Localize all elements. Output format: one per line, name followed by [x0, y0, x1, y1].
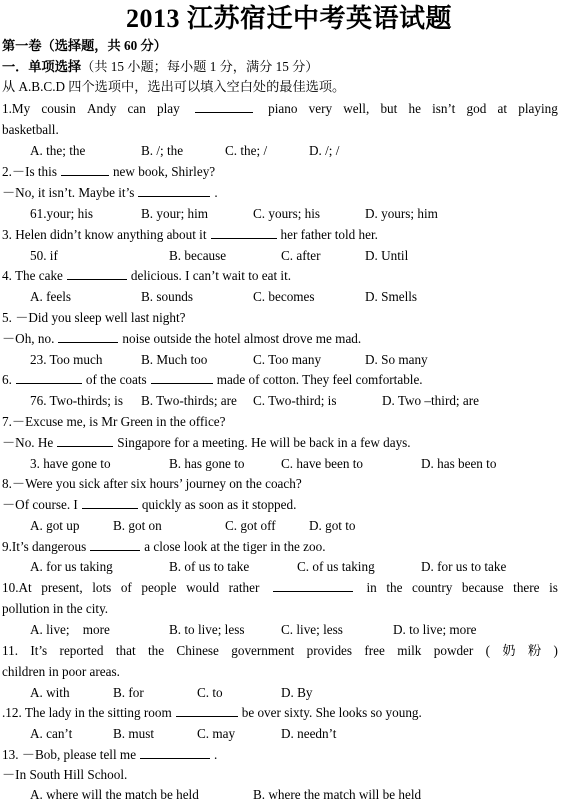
- q2-line2: [2, 185, 558, 201]
- word: god: [466, 101, 487, 116]
- word: but: [380, 101, 398, 116]
- option-c: C. have been to: [281, 456, 364, 471]
- q12-text: be over sixty. She looks so young.: [241, 705, 422, 720]
- q6-text: of the coats: [85, 372, 147, 387]
- word: lots: [92, 580, 112, 595]
- q2-text: new book, Shirley?: [112, 164, 216, 179]
- word: is: [549, 580, 558, 595]
- option-a: A. the; the: [30, 143, 86, 158]
- option-a: 23. Too much: [30, 352, 103, 367]
- answer-blank: [90, 539, 140, 551]
- option-c: C. got off: [225, 518, 276, 533]
- q13-text: .: [214, 747, 218, 762]
- answer-blank: [67, 268, 127, 280]
- option-d: D. yours; him: [365, 206, 438, 221]
- option-a: A. got up: [30, 518, 80, 533]
- q5-text: －Oh, no.: [2, 331, 55, 346]
- option-c: C. to: [197, 685, 223, 700]
- part-note: （共 15 小题；每小题 1 分，满分 15 分）: [81, 59, 319, 74]
- answer-blank: [61, 164, 109, 176]
- part-heading-line: [2, 59, 558, 75]
- option-a: 76. Two-thirds; is: [30, 393, 123, 408]
- q2-text: .: [214, 185, 218, 200]
- answer-blank: [273, 580, 353, 592]
- option-d: D. Until: [365, 248, 409, 263]
- word: 1.My: [2, 101, 31, 116]
- q7-line2: [2, 435, 558, 451]
- answer-blank: [211, 227, 277, 239]
- answer-blank: [57, 435, 113, 447]
- option-d: D. needn’t: [281, 726, 337, 741]
- exam-title: 2013 江苏宿迁中考英语试题: [125, 4, 452, 33]
- option-b: B. for: [113, 685, 144, 700]
- option-b: B. sounds: [141, 289, 194, 304]
- option-a: 3. have gone to: [30, 456, 111, 471]
- option-c: C. Too many: [253, 352, 322, 367]
- word: at: [497, 101, 508, 116]
- word: people: [141, 580, 177, 595]
- q10-line1: [2, 580, 558, 596]
- option-b: B. Two-thirds; are: [141, 393, 237, 408]
- q7-text: Singapore for a meeting. He will be back in a few days.: [117, 435, 411, 450]
- q9-text: 9.It’s dangerous: [2, 539, 87, 554]
- q2-text: 2.－Is this: [2, 164, 57, 179]
- answer-blank: [176, 705, 238, 717]
- option-b: B. Much too: [141, 352, 208, 367]
- option-b: B. of us to take: [169, 559, 250, 574]
- answer-blank: [82, 497, 138, 509]
- q13-line1: [2, 747, 558, 763]
- q6-text: 6.: [2, 372, 12, 387]
- q10-line2: pollution in the city.: [2, 601, 109, 616]
- option-d: D. to live; more: [393, 622, 477, 637]
- word: reported: [59, 643, 104, 658]
- word: he: [408, 101, 421, 116]
- option-a: A. for us taking: [30, 559, 113, 574]
- q13-text: 13. －Bob, please tell me: [2, 747, 137, 762]
- option-b: B. where the match will be held: [253, 787, 422, 802]
- word: present,: [41, 580, 83, 595]
- option-c: C. becomes: [253, 289, 315, 304]
- option-a: A. where will the match be held: [30, 787, 199, 802]
- option-a: A. live; more: [30, 622, 110, 637]
- word: cousin: [41, 101, 76, 116]
- option-c: C. live; less: [281, 622, 343, 637]
- word: the: [147, 643, 165, 658]
- word: 粉: [527, 643, 542, 658]
- option-b: B. must: [113, 726, 155, 741]
- q1-line2: basketball.: [2, 122, 59, 137]
- q2-text: －No, it isn’t. Maybe it’s: [2, 185, 135, 200]
- word: would: [186, 580, 220, 595]
- word: (: [485, 643, 491, 658]
- answer-blank: [138, 185, 210, 197]
- option-d: D. By: [281, 685, 313, 700]
- word: can: [127, 101, 146, 116]
- q11-line1: [2, 643, 558, 659]
- q3-text: her father told her.: [280, 227, 378, 242]
- option-c: C. yours; his: [253, 206, 321, 221]
- q7-line1: 7.－Excuse me, is Mr Green in the office?: [2, 414, 226, 429]
- word: milk: [397, 643, 422, 658]
- option-c: C. the; /: [225, 143, 268, 158]
- option-c: C. may: [197, 726, 236, 741]
- word: It’s: [30, 643, 48, 658]
- q6-line: [2, 372, 558, 388]
- word: play: [157, 101, 180, 116]
- option-a: 61.your; his: [30, 206, 94, 221]
- q8-text: quickly as soon as it stopped.: [141, 497, 297, 512]
- word: there: [513, 580, 540, 595]
- word: isn’t: [432, 101, 456, 116]
- answer-blank: [140, 747, 210, 759]
- word: powder: [433, 643, 474, 658]
- q8-line2: [2, 497, 558, 513]
- answer-blank: [16, 372, 82, 384]
- q3-text: 3. Helen didn’t know anything about it: [2, 227, 207, 242]
- section-heading: 第一卷（选择题，共 60 分）: [2, 38, 167, 53]
- word: government: [231, 643, 295, 658]
- option-d: D. Two –third; are: [382, 393, 479, 408]
- word: the: [386, 580, 403, 595]
- word: free: [364, 643, 385, 658]
- q11-line2: children in poor areas.: [2, 664, 120, 679]
- option-b: B. /; the: [141, 143, 184, 158]
- word: very: [308, 101, 333, 116]
- word: country: [412, 580, 453, 595]
- q3-line: [2, 227, 558, 243]
- instruction: 从 A.B.C.D 四个选项中，选出可以填入空白处的最佳选项。: [2, 79, 346, 94]
- option-a: 50. if: [30, 248, 58, 263]
- option-a: A. can’t: [30, 726, 73, 741]
- option-c: C. Two-third; is: [253, 393, 337, 408]
- q4-line: [2, 268, 558, 284]
- answer-blank: [58, 331, 118, 343]
- word: Andy: [87, 101, 117, 116]
- q12-text: .12. The lady in the sitting room: [2, 705, 172, 720]
- option-a: A. feels: [30, 289, 72, 304]
- option-d: D. /; /: [309, 143, 340, 158]
- option-b: B. your; him: [141, 206, 209, 221]
- word: Chinese: [176, 643, 219, 658]
- option-c: C. after: [281, 248, 321, 263]
- option-d: D. has been to: [421, 456, 497, 471]
- q5-line1: 5. －Did you sleep well last night?: [2, 310, 186, 325]
- q9-text: a close look at the tiger in the zoo.: [144, 539, 326, 554]
- answer-blank: [151, 372, 213, 384]
- q8-text: －Of course. I: [2, 497, 78, 512]
- q9-line: [2, 539, 558, 555]
- word: that: [115, 643, 136, 658]
- word: ): [553, 643, 558, 658]
- word: playing: [518, 101, 558, 116]
- q6-text: made of cotton. They feel comfortable.: [216, 372, 423, 387]
- q1-line1: [2, 101, 558, 117]
- option-d: D. got to: [309, 518, 356, 533]
- part-heading: 一．单项选择: [2, 59, 82, 74]
- q13-line2: －In South Hill School.: [2, 767, 128, 782]
- option-b: B. got on: [113, 518, 162, 533]
- q4-text: 4. The cake: [2, 268, 63, 283]
- option-c: C. of us taking: [297, 559, 375, 574]
- option-a: A. with: [30, 685, 70, 700]
- option-d: D. Smells: [365, 289, 418, 304]
- word: 奶: [502, 643, 516, 658]
- word: 11.: [2, 643, 18, 658]
- q7-text: －No. He: [2, 435, 54, 450]
- word: because: [461, 580, 504, 595]
- q2-line1: [2, 164, 558, 180]
- answer-blank: [195, 101, 253, 113]
- option-d: D. for us to take: [421, 559, 507, 574]
- option-b: B. because: [169, 248, 227, 263]
- option-d: D. So many: [365, 352, 428, 367]
- word: 10.At: [2, 580, 32, 595]
- option-b: B. has gone to: [169, 456, 245, 471]
- word: well,: [343, 101, 370, 116]
- q5-text: noise outside the hotel almost drove me mad.: [122, 331, 362, 346]
- q8-line1: 8.－Were you sick after six hours’ journey on the coach?: [2, 476, 302, 491]
- option-b: B. to live; less: [169, 622, 245, 637]
- word: provides: [306, 643, 353, 658]
- word: of: [120, 580, 132, 595]
- word: piano: [268, 101, 298, 116]
- q4-text: delicious. I can’t wait to eat it.: [130, 268, 292, 283]
- q12-line: [2, 705, 558, 721]
- word: rather: [228, 580, 260, 595]
- q5-line2: [2, 331, 558, 347]
- word: in: [366, 580, 377, 595]
